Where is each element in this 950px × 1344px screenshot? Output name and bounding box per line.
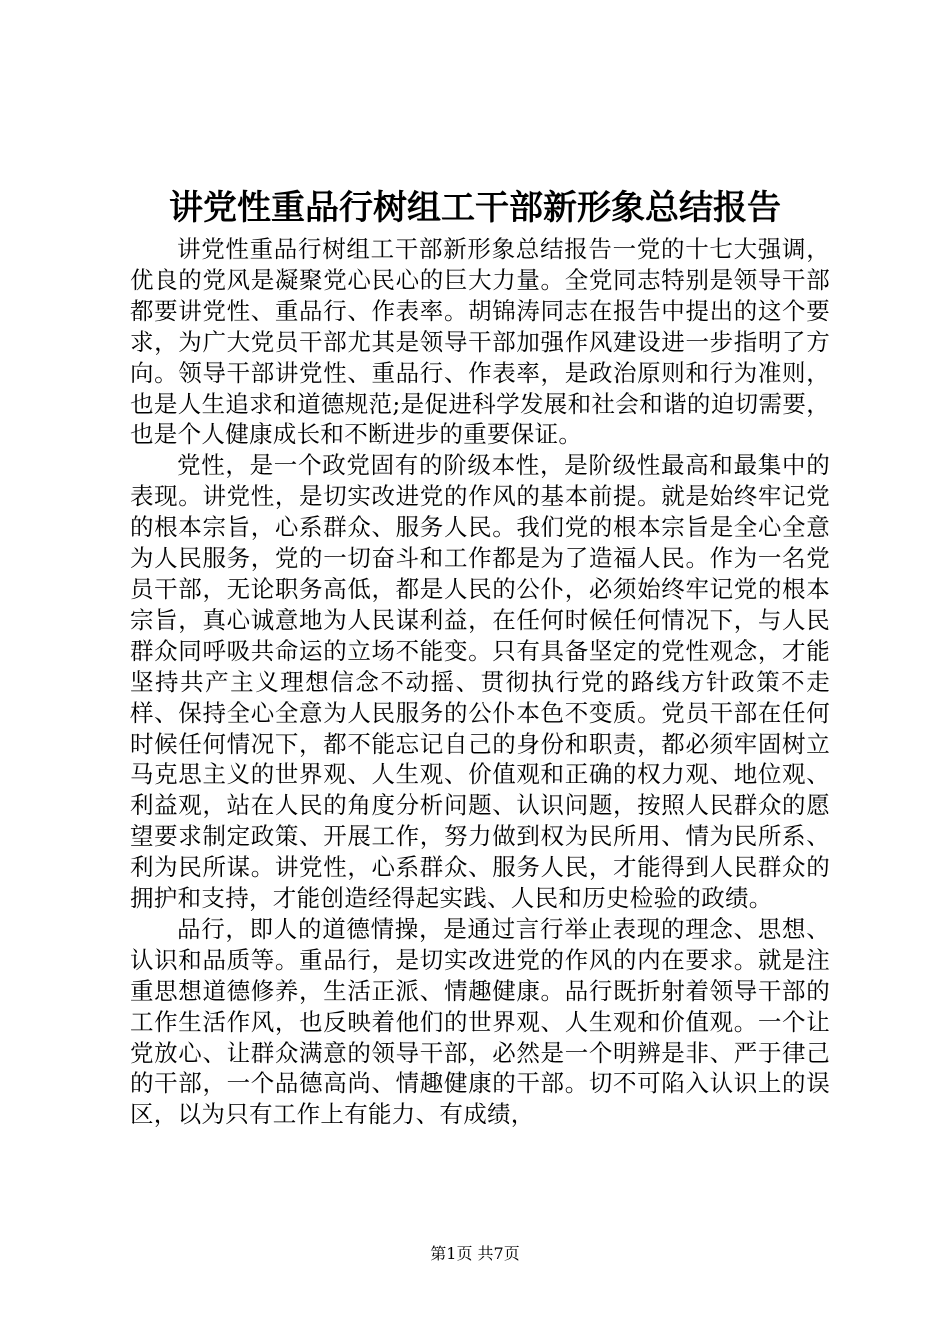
paragraph-1: 讲党性重品行树组工干部新形象总结报告一党的十七大强调，优良的党风是凝聚党心民心的巨大力量。全党同志特别是领导干部都要讲党性、重品行、作表率。胡锦涛同志在报告中提出的这个要求，为广大党员干部尤其是领导干部加强作风建设进一步指明了方向。领导干部讲党性、重品行、作表率，是政治原则和行为准则，也是人生追求和道德规范;是促进科学发展和社会和谐的迫切需要，也是个人健康成长和不断进步的重要保证。 [130,235,830,449]
document-title: 讲党性重品行树组工干部新形象总结报告 [169,188,781,228]
document-body [130,234,830,1130]
page-number-footer: 第1页 共7页 [430,1244,520,1263]
paragraph-3: 品行，即人的道德情操，是通过言行举止表现的理念、思想、认识和品质等。重品行，是切实改进党的作风的内在要求。就是注重思想道德修养，生活正派、情趣健康。品行既折射着领导干部的工作生活作风，也反映着他们的世界观、人生观和价值观。一个让党放心、让群众满意的领导干部，必然是一个明辨是非、严于律己的干部，一个品德高尚、情趣健康的干部。切不可陷入认识上的误区，以为只有工作上有能力、有成绩， [130,914,830,1129]
paragraph-2: 党性，是一个政党固有的阶级本性，是阶级性最高和最集中的表现。讲党性，是切实改进党的作风的基本前提。就是始终牢记党的根本宗旨，心系群众、服务人民。我们党的根本宗旨是全心全意为人民服务，党的一切奋斗和工作都是为了造福人民。作为一名党员干部，无论职务高低，都是人民的公仆，必须始终牢记党的根本宗旨，真心诚意地为人民谋利益，在任何时候任何情况下，与人民群众同呼吸共命运的立场不能变。只有具备坚定的党性观念，才能坚持共产主义理想信念不动摇、贯彻执行党的路线方针政策不走样、保持全心全意为人民服务的公仆本色不变质。党员干部在任何时候任何情况下，都不能忘记自己的身份和职责，都必须牢固树立马克思主义的世界观、人生观、价值观和正确的权力观、地位观、利益观，站在人民的角度分析问题、认识问题，按照人民群众的愿望要求制定政策、开展工作，努力做到权为民所用、情为民所系、利为民所谋。讲党性，心系群众、服务人民，才能得到人民群众的拥护和支持，才能创造经得起实践、人民和历史检验的政绩。 [130,451,830,913]
